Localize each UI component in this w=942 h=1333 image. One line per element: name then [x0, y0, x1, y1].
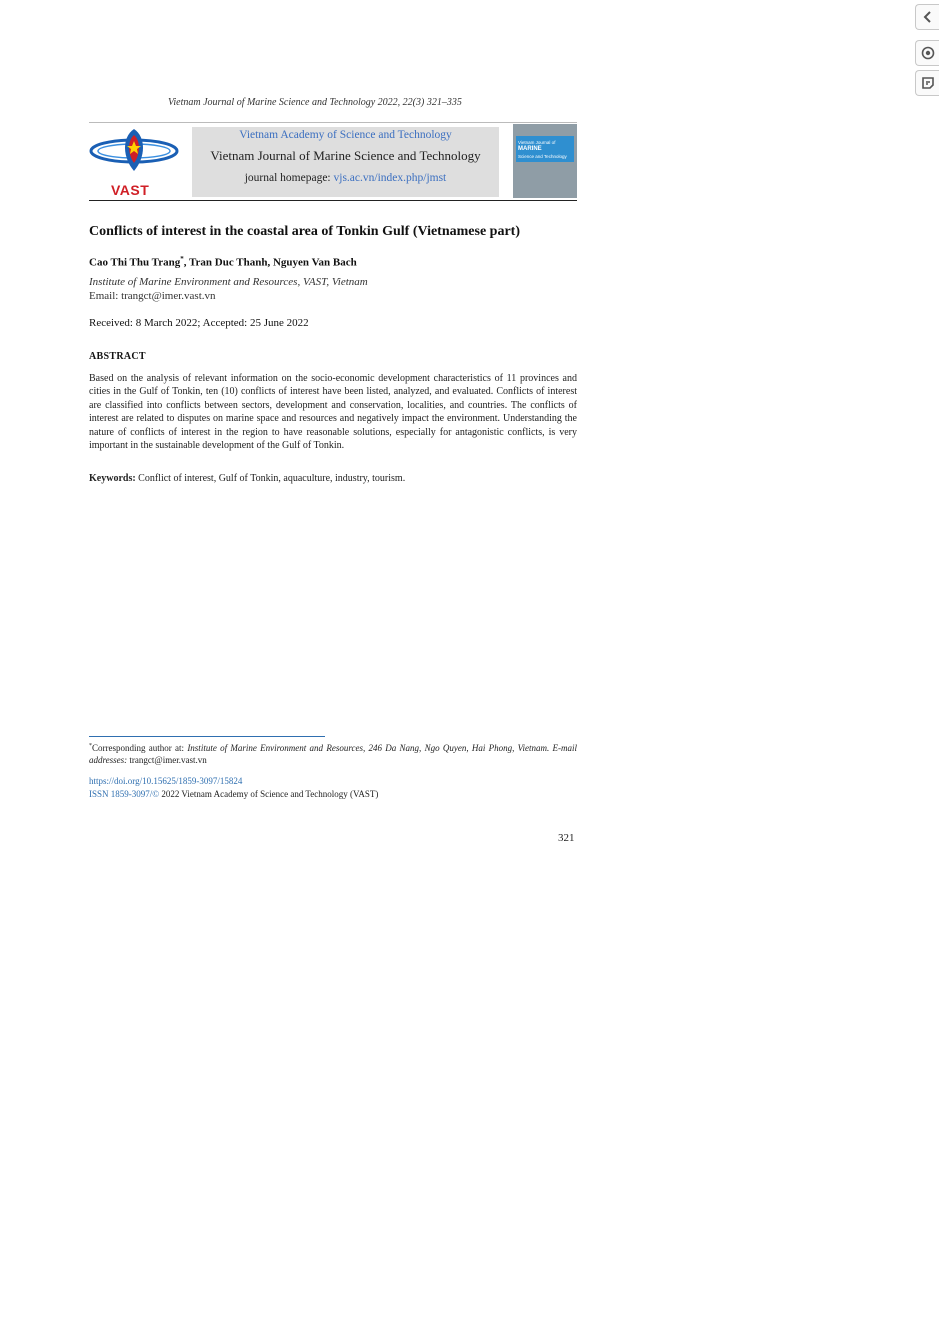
corresponding-footnote: [89, 741, 577, 766]
issn-number: ISSN 1859-3097/©: [89, 789, 160, 799]
cover-line-1: Vietnam Journal of: [518, 140, 556, 145]
footnote-rule: [89, 736, 325, 737]
vast-logo: [89, 127, 179, 199]
view-icon: [921, 46, 935, 60]
affiliation: Institute of Marine Environment and Resources, VAST, Vietnam: [89, 276, 368, 288]
vast-logo-text: VAST: [111, 182, 150, 198]
issn-line: [89, 789, 378, 799]
author-first: Cao Thi Thu Trang: [89, 256, 181, 269]
academy-name: Vietnam Academy of Science and Technology: [239, 129, 452, 141]
doi-link[interactable]: https://doi.org/10.15625/1859-3097/15824: [89, 776, 243, 786]
journal-cover-thumbnail: [513, 124, 577, 198]
footnote-email: trangct@imer.vast.vn: [127, 754, 207, 765]
received-dates: Received: 8 March 2022; Accepted: 25 June 2022: [89, 317, 309, 329]
note-icon: [921, 76, 935, 90]
keywords-list: Conflict of interest, Gulf of Tonkin, aquaculture, industry, tourism.: [135, 473, 406, 484]
keywords-label: Keywords:: [89, 473, 136, 484]
running-head: Vietnam Journal of Marine Science and Technology 2022, 22(3) 321–335: [168, 97, 462, 108]
cover-line-2: MARINE: [518, 146, 542, 152]
page-number: 321: [558, 832, 575, 844]
side-toolbar: [911, 0, 942, 1333]
abstract-text: Based on the analysis of relevant information on the socio-economic development characteristics of 11 provinces and cities in the Gulf of Tonkin, ten (10) conflicts of interest have been listed, analyzed, and evaluated. Conflicts of interest are classified into conflicts between sectors, development and conservation, localities, and countries. The conflicts of interest are related to disputes on marine space and resources and negatively impact the environment. Understanding the nature of conflicts of interest in the region to have reasonable solutions, especially for antagonistic conflicts, is very important in the sustainable development of the Gulf of Tonkin.: [89, 373, 577, 452]
journal-title-box: [192, 127, 499, 197]
homepage-link[interactable]: vjs.ac.vn/index.php/jmst: [333, 172, 447, 184]
journal-banner: [89, 122, 577, 201]
corresponding-mark: *: [180, 255, 184, 263]
author-list: [89, 255, 357, 269]
collapse-panel-button[interactable]: [915, 4, 939, 30]
footnote-address: Institute of Marine Environment and Resources, 246 Da Nang, Ngo Quyen, Hai Phong, Vietnam.: [187, 743, 550, 753]
collapse-chevron-icon: [921, 10, 935, 24]
journal-name: Vietnam Journal of Marine Science and Technology: [210, 148, 481, 163]
banner-rule: [89, 200, 577, 201]
footnote-mark: *: [89, 743, 92, 749]
journal-homepage: [192, 172, 499, 184]
keywords: [89, 473, 405, 484]
footnote-email-label: E-mail addresses:: [89, 743, 578, 765]
author-email: Email: trangct@imer.vast.vn: [89, 290, 216, 302]
author-rest: , Tran Duc Thanh, Nguyen Van Bach: [183, 256, 357, 269]
view-button[interactable]: [915, 40, 939, 66]
cover-line-3: Science and Technology: [518, 154, 567, 159]
abstract-heading: ABSTRACT: [89, 351, 146, 362]
vast-emblem-icon: [89, 127, 179, 187]
homepage-label: journal homepage:: [244, 172, 334, 184]
article-title: Conflicts of interest in the coastal area of Tonkin Gulf (Vietnamese part): [89, 224, 520, 239]
footnote-label: Corresponding author at:: [92, 743, 188, 753]
note-button[interactable]: [915, 70, 939, 96]
issn-copyright: 2022 Vietnam Academy of Science and Technology (VAST): [159, 789, 379, 799]
